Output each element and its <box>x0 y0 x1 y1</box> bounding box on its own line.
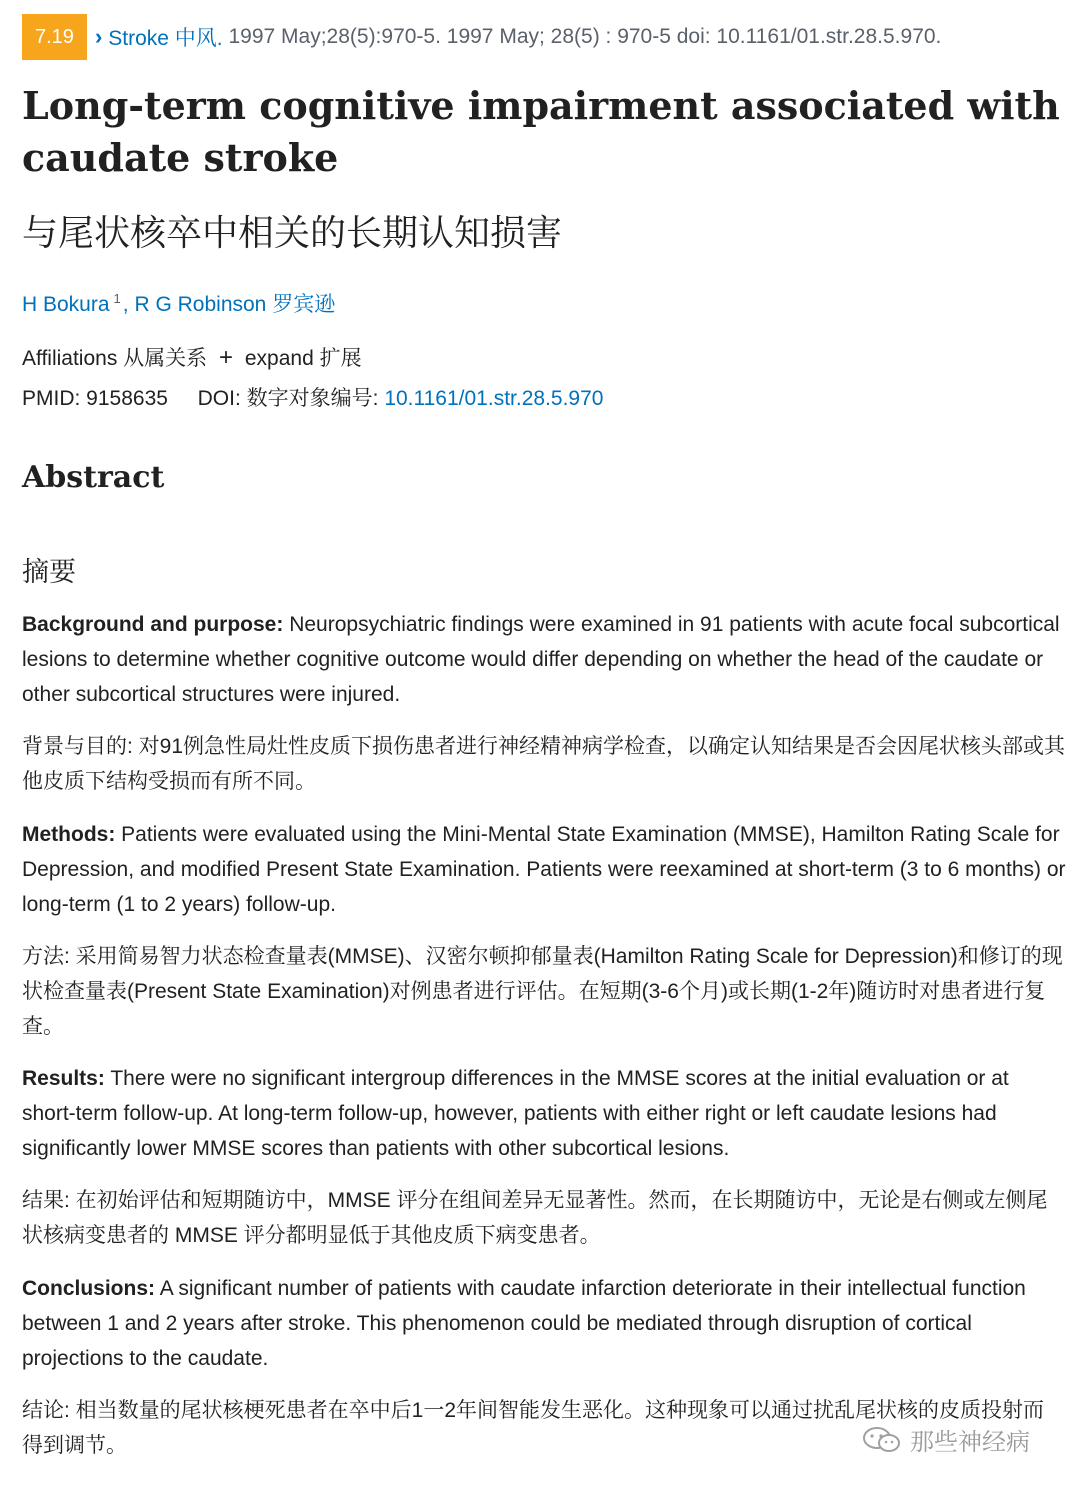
conclusions-zh: 结论: 相当数量的尾状核梗死患者在卒中后1一2年间智能发生恶化。这种现象可以通过扰乱尾状核的皮质投射而得到调节。 <box>22 1399 1045 1457</box>
conclusions-paragraph <box>22 1271 1068 1376</box>
pmid: PMID: 9158635 <box>22 387 168 410</box>
methods-paragraph <box>22 817 1068 922</box>
article-title: Long-term cognitive impairment associated with caudate stroke <box>22 83 1060 180</box>
abstract-heading: Abstract <box>22 460 165 495</box>
background-text: Neuropsychiatric findings were examined in 91 patients with acute focal subcortical lesions to determine whether cognitive outcome would differ depending on whether the head of the caudate or other subcortical structures were injured. <box>22 613 1060 706</box>
conclusions-label: Conclusions: <box>22 1277 156 1300</box>
results-paragraph <box>22 1061 1068 1166</box>
affiliations-label: Affiliations 从属关系 <box>22 347 208 370</box>
plus-icon[interactable]: + <box>219 344 234 371</box>
author-link[interactable]: H Bokura <box>22 293 110 316</box>
abstract-heading-zh: 摘要 <box>22 557 76 587</box>
citation-badge: 7.19 <box>22 14 87 60</box>
author-list <box>22 288 335 318</box>
author-separator: , <box>122 293 129 316</box>
watermark <box>862 1422 1030 1457</box>
affiliation-marker[interactable]: 1 <box>113 291 121 306</box>
doi-link[interactable]: 10.1161/01.str.28.5.970 <box>384 387 604 410</box>
results-zh: 结果: 在初始评估和短期随访中，MMSE 评分在组间差异无显著性。然而，在长期随访中，无论是右侧或左侧尾状核病变患者的 MMSE 评分都明显低于其他皮质下病变患者。 <box>22 1189 1048 1247</box>
doi-label: DOI: 数字对象编号: <box>197 387 379 410</box>
background-label: Background and purpose: <box>22 613 284 636</box>
identifiers <box>22 382 603 412</box>
affiliations-toggle[interactable] <box>22 342 362 372</box>
results-text: There were no significant intergroup differences in the MMSE scores at the initial evaluation or at short-term follow-up. At long-term follow-up, however, patients with either right or left caudate lesions had significantly lower MMSE scores than patients with other subcortical lesions. <box>22 1067 1009 1160</box>
author-link[interactable]: R G Robinson 罗宾逊 <box>134 293 336 316</box>
citation-line <box>22 14 941 60</box>
background-zh: 背景与目的: 对91例急性局灶性皮质下损伤患者进行神经精神病学检查，以确定认知结果是否会因尾状核头部或其他皮质下结构受损而有所不同。 <box>22 735 1066 793</box>
background-paragraph <box>22 607 1068 712</box>
article-title-zh: 与尾状核卒中相关的长期认知损害 <box>22 213 563 254</box>
methods-label: Methods: <box>22 823 116 846</box>
conclusions-text: A significant number of patients with caudate infarction deteriorate in their intellectual function between 1 and 2 years after stroke. This phenomenon could be mediated through disruption of cortical projections to the caudate. <box>22 1277 1026 1370</box>
methods-zh: 方法: 采用简易智力状态检查量表(MMSE)、汉密尔顿抑郁量表(Hamilton Rating Scale for Depression)和修订的现状检查量表(Present State Examination)对例患者进行评估。在短期(3-6个月)或长期(1-2年)随访时对患者进行复查。 <box>22 945 1063 1038</box>
journal-link[interactable]: Stroke 中风. <box>108 27 223 50</box>
citation-details: 1997 May;28(5):970-5. 1997 May; 28(5) : 970-5 doi: 10.1161/01.str.28.5.970. <box>222 25 942 48</box>
methods-text: Patients were evaluated using the Mini-Mental State Examination (MMSE), Hamilton Rating Scale for Depression, and modified Present State Examination. Patients were reexamined at short-term (3 to 6 months) or long-term (1 to 2 years) follow-up. <box>22 823 1066 916</box>
watermark-text: 那些神经病 <box>910 1429 1030 1456</box>
wechat-icon <box>862 1426 902 1454</box>
expand-label[interactable]: expand 扩展 <box>244 347 362 370</box>
results-label: Results: <box>22 1067 105 1090</box>
chevron-right-icon[interactable]: › <box>94 24 103 49</box>
